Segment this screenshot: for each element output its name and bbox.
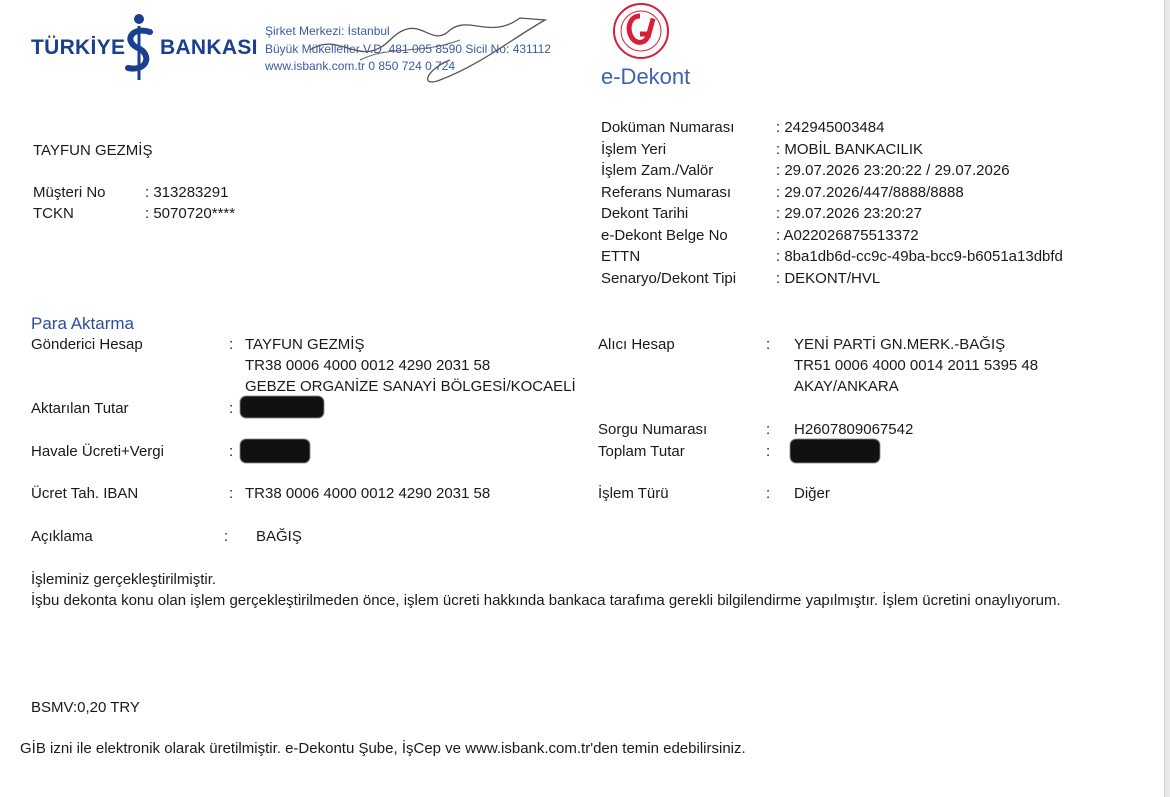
doc-info-label: İşlem Yeri: [601, 141, 667, 158]
bank-name-right: BANKASI: [160, 36, 258, 59]
bsmv-text: BSMV:0,20 TRY: [31, 699, 140, 716]
desc-value: BAĞIŞ: [256, 528, 302, 545]
sender-label: Gönderici Hesap: [31, 336, 143, 353]
doc-info-value: : 29.07.2026 23:20:27: [776, 205, 922, 222]
doc-info-value: : DEKONT/HVL: [776, 270, 881, 287]
redaction-mark: [240, 439, 310, 463]
doc-info-value: : 242945003484: [776, 119, 885, 136]
gib-seal-icon: [610, 2, 672, 60]
colon: :: [229, 485, 234, 502]
colon: :: [224, 528, 229, 545]
receiver-branch: AKAY/ANKARA: [794, 378, 899, 395]
receiver-iban: TR51 0006 4000 0014 2011 5395 48: [794, 357, 1039, 374]
colon: :: [229, 400, 234, 417]
tckn-value: : 5070720****: [145, 205, 236, 222]
type-label: İşlem Türü: [598, 485, 669, 502]
customer-no-label: Müşteri No: [33, 184, 106, 201]
section-title: Para Aktarma: [31, 314, 134, 333]
hq-line-3: www.isbank.com.tr 0 850 724 0 724: [265, 59, 456, 73]
doc-info-value: : 29.07.2026 23:20:22 / 29.07.2026: [776, 162, 1010, 179]
fee-iban-value: TR38 0006 4000 0012 4290 2031 58: [245, 485, 491, 502]
desc-label: Açıklama: [31, 528, 93, 545]
doc-info-label: İşlem Zam./Valör: [601, 162, 714, 179]
doc-info-value: : A022026875513372: [776, 227, 919, 244]
sender-iban: TR38 0006 4000 0012 4290 2031 58: [245, 357, 491, 374]
colon: :: [766, 336, 771, 353]
doc-info-value: : MOBİL BANKACILIK: [776, 141, 923, 158]
edekont-title: e-Dekont: [601, 64, 691, 89]
amount-label: Aktarılan Tutar: [31, 400, 129, 417]
doc-info-value: : 8ba1db6d-cc9c-49ba-bcc9-b6051a13dbfd: [776, 248, 1063, 265]
isbank-logo-icon: [120, 12, 158, 82]
bank-name-left: TÜRKİYE: [31, 36, 126, 59]
doc-info-label: Referans Numarası: [601, 184, 732, 201]
note-line-1: İşleminiz gerçekleştirilmiştir.: [31, 571, 217, 588]
sender-branch: GEBZE ORGANİZE SANAYİ BÖLGESİ/KOCAELİ: [245, 378, 576, 395]
doc-info-label: Doküman Numarası: [601, 119, 735, 136]
colon: :: [766, 421, 771, 438]
colon: :: [229, 336, 234, 353]
receiver-name: YENİ PARTİ GN.MERK.-BAĞIŞ: [794, 336, 1006, 353]
doc-info-label: Dekont Tarihi: [601, 205, 689, 222]
receiver-label: Alıcı Hesap: [598, 336, 675, 353]
fee-label: Havale Ücreti+Vergi: [31, 443, 164, 460]
hq-line-1: Şirket Merkezi: İstanbul: [265, 24, 390, 38]
redaction-mark: [240, 396, 324, 418]
total-label: Toplam Tutar: [598, 443, 685, 460]
redaction-mark: [790, 439, 880, 463]
query-value: H2607809067542: [794, 421, 914, 438]
colon: :: [229, 443, 234, 460]
tckn-label: TCKN: [33, 205, 74, 222]
signature-graphic: [300, 10, 560, 95]
fee-iban-label: Ücret Tah. IBAN: [31, 485, 139, 502]
doc-info-value: : 29.07.2026/447/8888/8888: [776, 184, 964, 201]
type-value: Diğer: [794, 485, 830, 502]
sender-name: TAYFUN GEZMİŞ: [245, 336, 365, 353]
colon: :: [766, 443, 771, 460]
doc-info-label: Senaryo/Dekont Tipi: [601, 270, 737, 287]
colon: :: [766, 485, 771, 502]
hq-line-2: Büyük Mükellefler V.D. 481 005 8590 Sicil No: 431112: [265, 42, 551, 56]
customer-name: TAYFUN GEZMİŞ: [33, 142, 153, 159]
note-line-2: İşbu dekonta konu olan işlem gerçekleştirilmeden önce, işlem ücreti hakkında bankaca tarafıma gerekli bilgilendirme yapılmıştır. İşlem ücretini onaylıyorum.: [31, 592, 1061, 609]
footer-text: GİB izni ile elektronik olarak üretilmiştir. e-Dekontu Şube, İşCep ve www.isbank.com.tr'den temin edebilirsiniz.: [20, 740, 746, 757]
customer-no-value: : 313283291: [145, 184, 229, 201]
doc-info-label: ETTN: [601, 248, 641, 265]
query-label: Sorgu Numarası: [598, 421, 708, 438]
doc-info-label: e-Dekont Belge No: [601, 227, 728, 244]
